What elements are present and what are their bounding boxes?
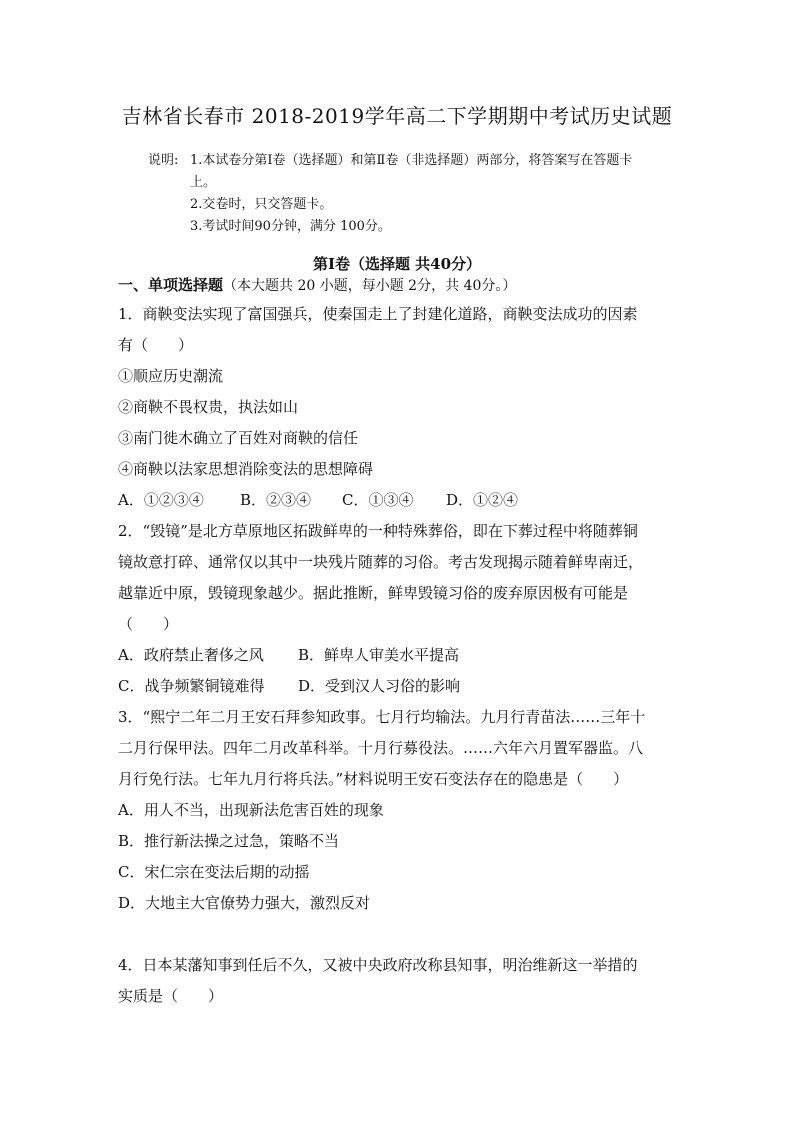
question-1-option-a: A．①②③④	[118, 491, 204, 509]
question-2-option-b: B．鲜卑人审美水平提高	[298, 646, 460, 664]
question-3-stem-line-3: 月行免行法。七年九月行将兵法。”材料说明王安石变法存在的隐患是（ ）	[118, 770, 629, 788]
question-3-option-c: C．宋仁宗在变法后期的动摇	[118, 863, 310, 881]
page-title: 吉林省长春市 2018-2019学年高二下学期期中考试历史试题	[121, 104, 673, 128]
question-1-option-c: C．①③④	[342, 491, 414, 509]
question-4-stem-line-2: 实质是（ ）	[118, 987, 224, 1005]
question-2	[118, 516, 678, 702]
question-2-stem-line-3: 越靠近中原，毁镜现象越少。据此推断，鲜卑毁镜习俗的废弃原因极有可能是	[118, 584, 629, 602]
part-heading-instruction: （本大题共 20 小题，每小题 2分，共 40分。）	[223, 278, 517, 294]
question-4-stem-line-1: 4．日本某藩知事到任后不久，又被中央政府改称县知事，明治维新这一举措的	[118, 956, 638, 974]
question-3-option-a: A．用人不当，出现新法危害百姓的现象	[118, 801, 384, 819]
note-item-2: 2.交卷时，只交答题卡。	[190, 197, 333, 212]
question-1-option-d: D．①②④	[446, 491, 519, 509]
question-1-statement-1: ①顺应历史潮流	[118, 367, 224, 385]
spacer	[118, 919, 678, 950]
question-body	[118, 272, 678, 1012]
question-2-options-row-1	[118, 640, 678, 671]
question-3-stem-line-1: 3．“熙宁二年二月王安石拜参知政事。七月行均输法。九月行青苗法……三年十	[118, 708, 646, 726]
section-title: 第Ⅰ卷（选择题 共40分）	[312, 255, 482, 273]
question-1-options	[118, 485, 678, 516]
note-item-1: 1.本试卷分第Ⅰ卷（选择题）和第Ⅱ卷（非选择题）两部分，将答案写在答题卡	[190, 153, 633, 168]
note-row-1	[148, 150, 688, 172]
question-1-stem-line-2: 有（ ）	[118, 336, 194, 354]
part-heading-label: 一、单项选择题	[118, 276, 224, 294]
question-2-option-c: C．战争频繁铜镜难得	[118, 677, 265, 695]
question-3-option-d: D．大地主大官僚势力强大，激烈反对	[118, 894, 371, 912]
note-item-1-continued: 上。	[190, 175, 217, 190]
question-1-statement-4: ④商鞅以法家思想消除变法的思想障碍	[118, 460, 374, 478]
part-heading	[118, 272, 678, 299]
question-2-option-d: D．受到汉人习俗的影响	[298, 677, 461, 695]
question-2-stem-line-4: （ ）	[118, 615, 179, 633]
question-1-stem-line-1: 1．商鞅变法实现了富国强兵，使秦国走上了封建化道路，商鞅变法成功的因素	[118, 305, 638, 323]
note-item-3: 3.考试时间90分钟，满分 100分。	[190, 219, 391, 234]
question-3	[118, 702, 678, 919]
question-2-stem-line-2: 镜故意打碎、通常仅以其中一块残片随葬的习俗。考古发现揭示随着鲜卑南迁，	[118, 553, 644, 571]
question-2-options-row-2	[118, 671, 678, 702]
question-2-stem-line-1: 2．“毁镜”是北方草原地区拓跋鲜卑的一种特殊葬俗，即在下葬过程中将随葬铜	[118, 522, 638, 540]
question-1	[118, 299, 678, 516]
question-3-stem-line-2: 二月行保甲法。四年二月改革科举。十月行募役法。……六年六月置军器监。八	[118, 739, 644, 757]
question-2-option-a: A．政府禁止奢侈之风	[118, 646, 264, 664]
question-1-statement-3: ③南门徙木确立了百姓对商鞅的信任	[118, 429, 359, 447]
question-1-statement-2: ②商鞅不畏权贵，执法如山	[118, 398, 299, 416]
question-3-option-b: B．推行新法操之过急，策略不当	[118, 832, 340, 850]
question-1-option-b: B．②③④	[240, 491, 312, 509]
exam-notes	[148, 150, 688, 238]
note-label: 说明:	[148, 153, 179, 168]
question-4	[118, 950, 678, 1012]
